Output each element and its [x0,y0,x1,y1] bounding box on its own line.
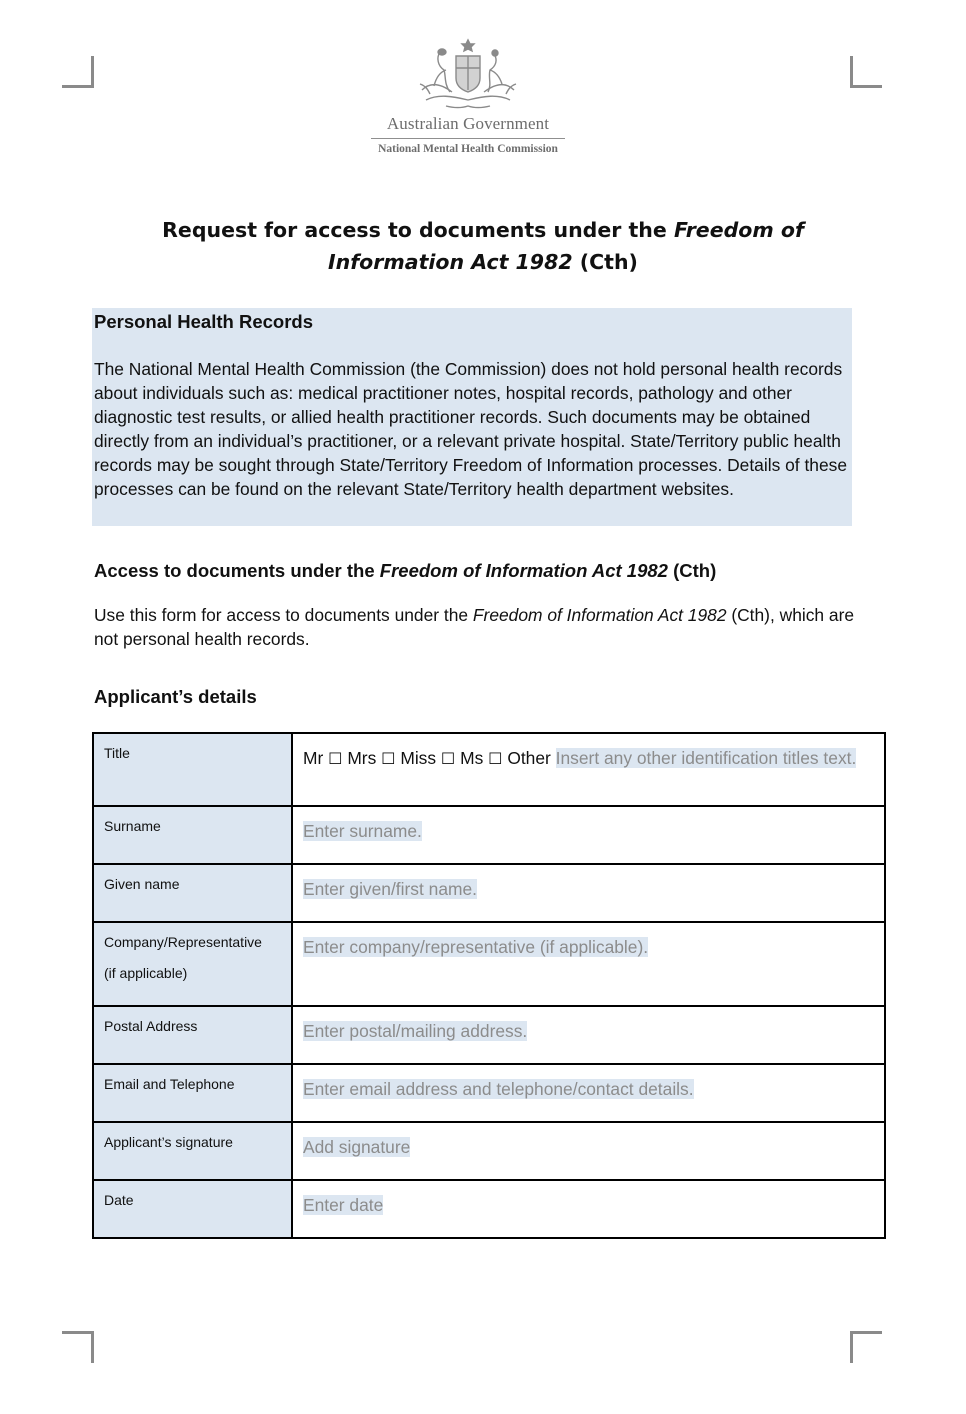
date-field[interactable]: Enter date [303,1195,384,1215]
table-row [93,1180,885,1238]
title-other-field[interactable]: Insert any other identification titles text. [555,748,857,768]
table-row [93,864,885,922]
title-option-mrs[interactable]: Mrs ☐ [347,748,396,768]
title-option-miss[interactable]: Miss ☐ [400,748,456,768]
signature-label-cell [93,1122,292,1180]
government-logo [360,38,576,155]
title-option-other: Other [507,748,551,768]
postal-address-label: Postal Address [104,1018,198,1034]
applicant-details-heading: Applicant’s details [94,686,257,707]
checkbox-icon[interactable]: ☐ [381,749,396,768]
title-option-ms[interactable]: Ms ☐ [460,748,503,768]
title-label: Title [104,745,130,761]
notice-heading: Personal Health Records [94,311,313,332]
postal-address-label-cell [93,1006,292,1064]
company-value-cell [292,922,885,1006]
table-row [93,806,885,864]
crop-mark-bottom-right [850,1331,882,1363]
crop-mark-bottom-left [62,1331,94,1363]
given-name-field[interactable]: Enter given/first name. [303,879,477,899]
access-heading: Access to documents under the Freedom of Information Act 1982 (Cth) [94,560,717,581]
crop-mark-top-right [850,56,882,88]
date-value-cell [292,1180,885,1238]
date-label: Date [104,1192,134,1208]
table-row [93,1122,885,1180]
personal-health-records-notice [92,308,852,526]
contact-value-cell [292,1064,885,1122]
applicant-details-table [92,732,886,1239]
company-label-cell [93,922,292,1006]
given-name-label: Given name [104,876,180,892]
contact-field[interactable]: Enter email address and telephone/contact details. [303,1079,694,1099]
checkbox-icon[interactable]: ☐ [440,749,456,768]
signature-field[interactable]: Add signature [303,1137,411,1157]
given-name-value-cell [292,864,885,922]
table-row [93,1006,885,1064]
checkbox-icon[interactable]: ☐ [328,749,343,768]
date-label-cell [93,1180,292,1238]
checkbox-icon[interactable]: ☐ [488,749,503,768]
table-row [93,1064,885,1122]
postal-address-field[interactable]: Enter postal/mailing address. [303,1021,528,1041]
organisation-name: National Mental Health Commission [378,143,558,155]
postal-address-value-cell [292,1006,885,1064]
crop-mark-top-left [62,56,94,88]
title-label-cell [93,733,292,806]
table-row [93,922,885,1006]
logo-divider [371,138,565,139]
company-field[interactable]: Enter company/representative (if applicable). [303,937,649,957]
contact-label: Email and Telephone [104,1076,235,1092]
signature-label: Applicant’s signature [104,1134,233,1150]
notice-body: The National Mental Health Commission (the Commission) does not hold personal health records about individuals such as: medical practitioner notes, hospital records, pathology and other diagnostic test results, or allied health practitioner records. Such documents may be obtained directly from an individual’s practitioner, or a relevant private hospital. State/Territory public health records may be sought through State/Territory Freedom of Information processes. Details of these processes can be found on the relevant State/Territory health department websites. [94,359,847,499]
surname-field[interactable]: Enter surname. [303,821,422,841]
given-name-label-cell [93,864,292,922]
surname-label: Surname [104,818,161,834]
company-label: Company/Representative (if applicable) [104,934,262,981]
surname-label-cell [93,806,292,864]
contact-label-cell [93,1064,292,1122]
title-option-mr[interactable]: Mr ☐ [303,748,343,768]
page-title: Request for access to documents under the Freedom of Information Act 1982 (Cth) [162,218,804,274]
signature-value-cell [292,1122,885,1180]
surname-value-cell [292,806,885,864]
government-name: Australian Government [386,114,550,133]
table-row [93,733,885,806]
coat-of-arms-icon [416,38,520,112]
access-intro: Use this form for access to documents under the Freedom of Information Act 1982 (Cth), which are not personal health records. [94,605,855,649]
title-value-cell [292,733,885,806]
